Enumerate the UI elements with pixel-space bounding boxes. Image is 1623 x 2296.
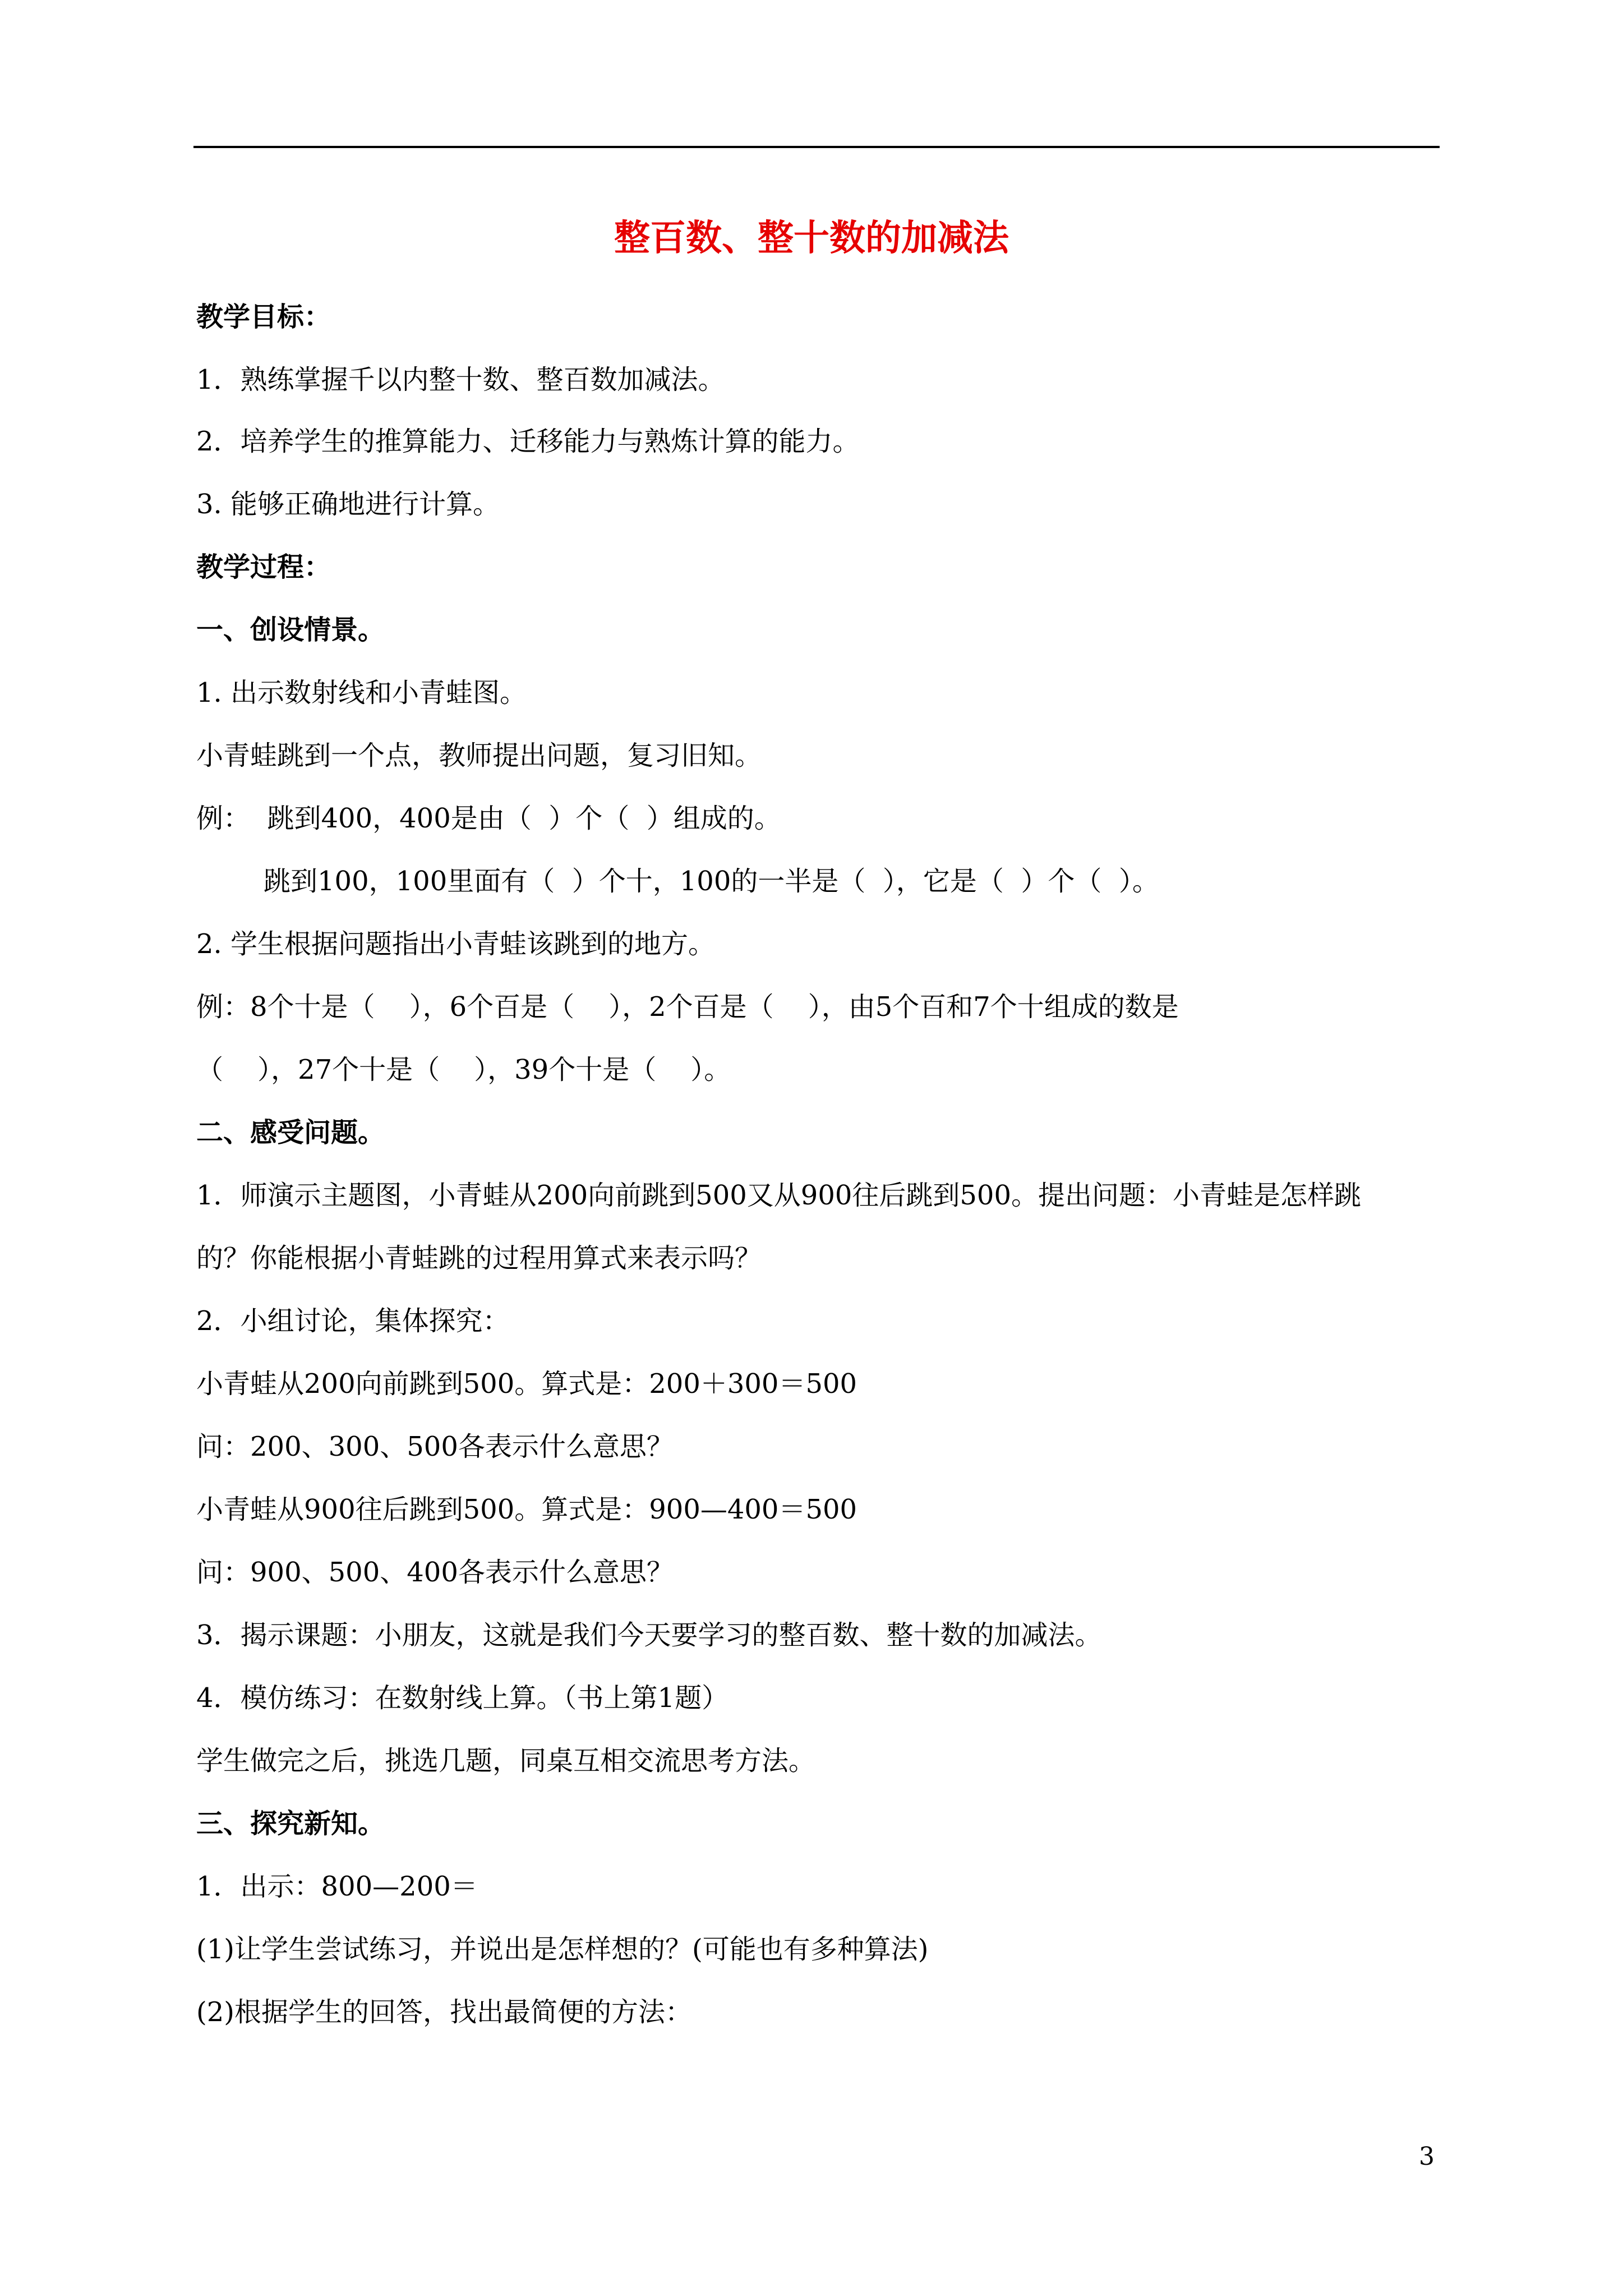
section-heading-2: 二、感受问题。 <box>196 1117 385 1148</box>
example-line: 跳到100，100里面有（ ）个十，100的一半是（ ），它是（ ）个（ ）。 <box>264 866 1159 897</box>
paragraph-line: 2. 学生根据问题指出小青蛙该跳到的地方。 <box>196 928 716 960</box>
header-rule <box>193 146 1440 148</box>
paragraph-line: 小青蛙从900往后跳到500。算式是：900—400＝500 <box>196 1494 857 1525</box>
example-line: （ ），27个十是（ ），39个十是（ ）。 <box>196 1054 731 1085</box>
paragraph-line: 4．模仿练习：在数射线上算。（书上第1题） <box>196 1682 729 1714</box>
paragraph-line: 3．揭示课题：小朋友，这就是我们今天要学习的整百数、整十数的加减法。 <box>196 1619 1102 1651</box>
paragraph-line: 1．师演示主题图，小青蛙从200向前跳到500又从900往后跳到500。提出问题：小青蛙是怎样跳 <box>196 1180 1362 1211</box>
heading-teaching-goals: 教学目标： <box>196 301 331 333</box>
paragraph-line: 小青蛙从200向前跳到500。算式是：200＋300＝500 <box>196 1368 857 1400</box>
paragraph-line: 的？你能根据小青蛙跳的过程用算式来表示吗？ <box>196 1243 762 1274</box>
heading-teaching-process: 教学过程： <box>196 551 331 583</box>
paragraph-line: (1)让学生尝试练习，并说出是怎样想的？(可能也有多种算法) <box>196 1934 929 1965</box>
paragraph-line: 小青蛙跳到一个点，教师提出问题，复习旧知。 <box>196 740 762 771</box>
paragraph-line: (2)根据学生的回答，找出最简便的方法： <box>196 1996 692 2028</box>
section-heading-3: 三、探究新知。 <box>196 1808 385 1839</box>
paragraph-line: 1．出示：800—200＝ <box>196 1871 478 1902</box>
section-heading-1: 一、创设情景。 <box>196 614 385 646</box>
goal-item-3: 3. 能够正确地进行计算。 <box>196 489 500 520</box>
paragraph-line: 问：200、300、500各表示什么意思？ <box>196 1431 674 1462</box>
document-title: 整百数、整十数的加减法 <box>614 217 1009 259</box>
example-line: 例： 跳到400，400是由（ ）个（ ）组成的。 <box>196 803 781 834</box>
example-line: 例：8个十是（ ），6个百是（ ），2个百是（ ），由5个百和7个十组成的数是 <box>196 991 1179 1023</box>
goal-item-2: 2．培养学生的推算能力、迁移能力与熟炼计算的能力。 <box>196 426 860 457</box>
paragraph-line: 问：900、500、400各表示什么意思？ <box>196 1557 674 1588</box>
goal-item-1: 1．熟练掌握千以内整十数、整百数加减法。 <box>196 364 725 395</box>
paragraph-line: 学生做完之后，挑选几题，同桌互相交流思考方法。 <box>196 1745 816 1777</box>
paragraph-line: 2．小组讨论，集体探究： <box>196 1305 510 1337</box>
page-number: 3 <box>1419 2142 1435 2171</box>
paragraph-line: 1. 出示数射线和小青蛙图。 <box>196 677 527 708</box>
